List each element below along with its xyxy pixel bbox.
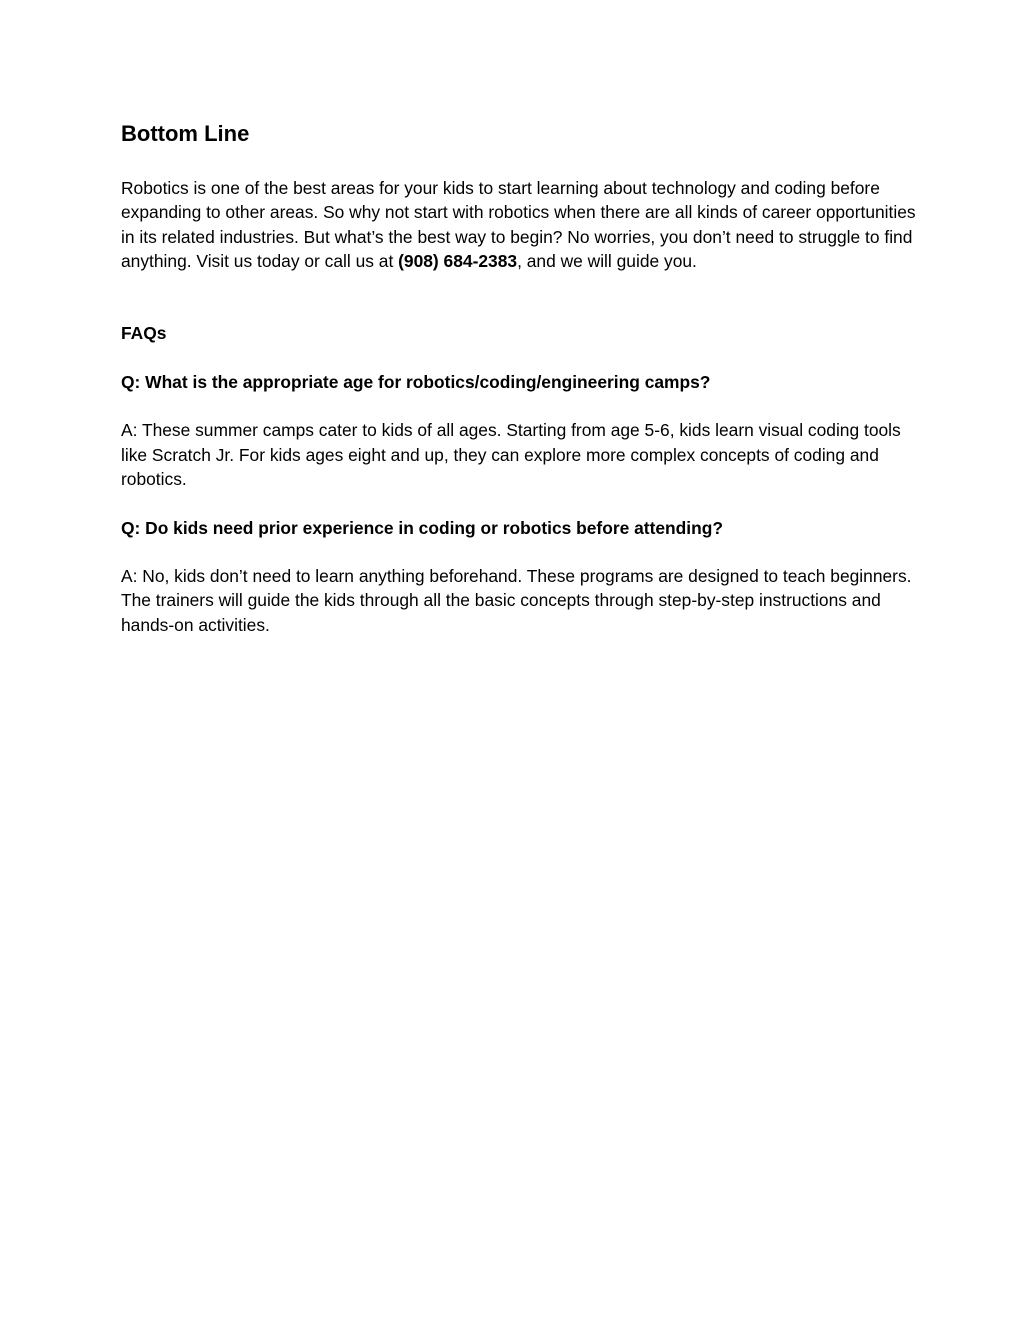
faq-question-2: Q: Do kids need prior experience in coding or robotics before attending? — [121, 517, 723, 538]
faq-answer-2: A: No, kids don’t need to learn anything beforehand. These programs are designed to teach beginners. The trainers will guide the kids through all the basic concepts through step-by-step instructions and hands-on activities. — [121, 566, 912, 635]
intro-paragraph — [121, 176, 921, 273]
document-page — [121, 118, 921, 637]
phone-number: (908) 684-2383 — [398, 250, 518, 271]
faq-answer-1: A: These summer camps cater to kids of all ages. Starting from age 5-6, kids learn visual coding tools like Scratch Jr. For kids ages eight and up, they can explore more complex concepts of coding and robotics. — [121, 420, 901, 489]
faq-title: FAQs — [121, 323, 167, 344]
intro-text: Robotics is one of the best areas for your kids to start learning about technology and coding before expanding to other areas. So why not start with robotics when there are all kinds of career opportunities in its related industries. But what’s the best way to begin? No worries, you don’t need to struggle to find anything. Visit us today or call us at — [121, 178, 916, 271]
faq-question-1: Q: What is the appropriate age for robotics/coding/engineering camps? — [121, 371, 711, 392]
intro-text-end: , and we will guide you. — [517, 250, 697, 271]
section-heading: Bottom Line — [121, 121, 250, 146]
